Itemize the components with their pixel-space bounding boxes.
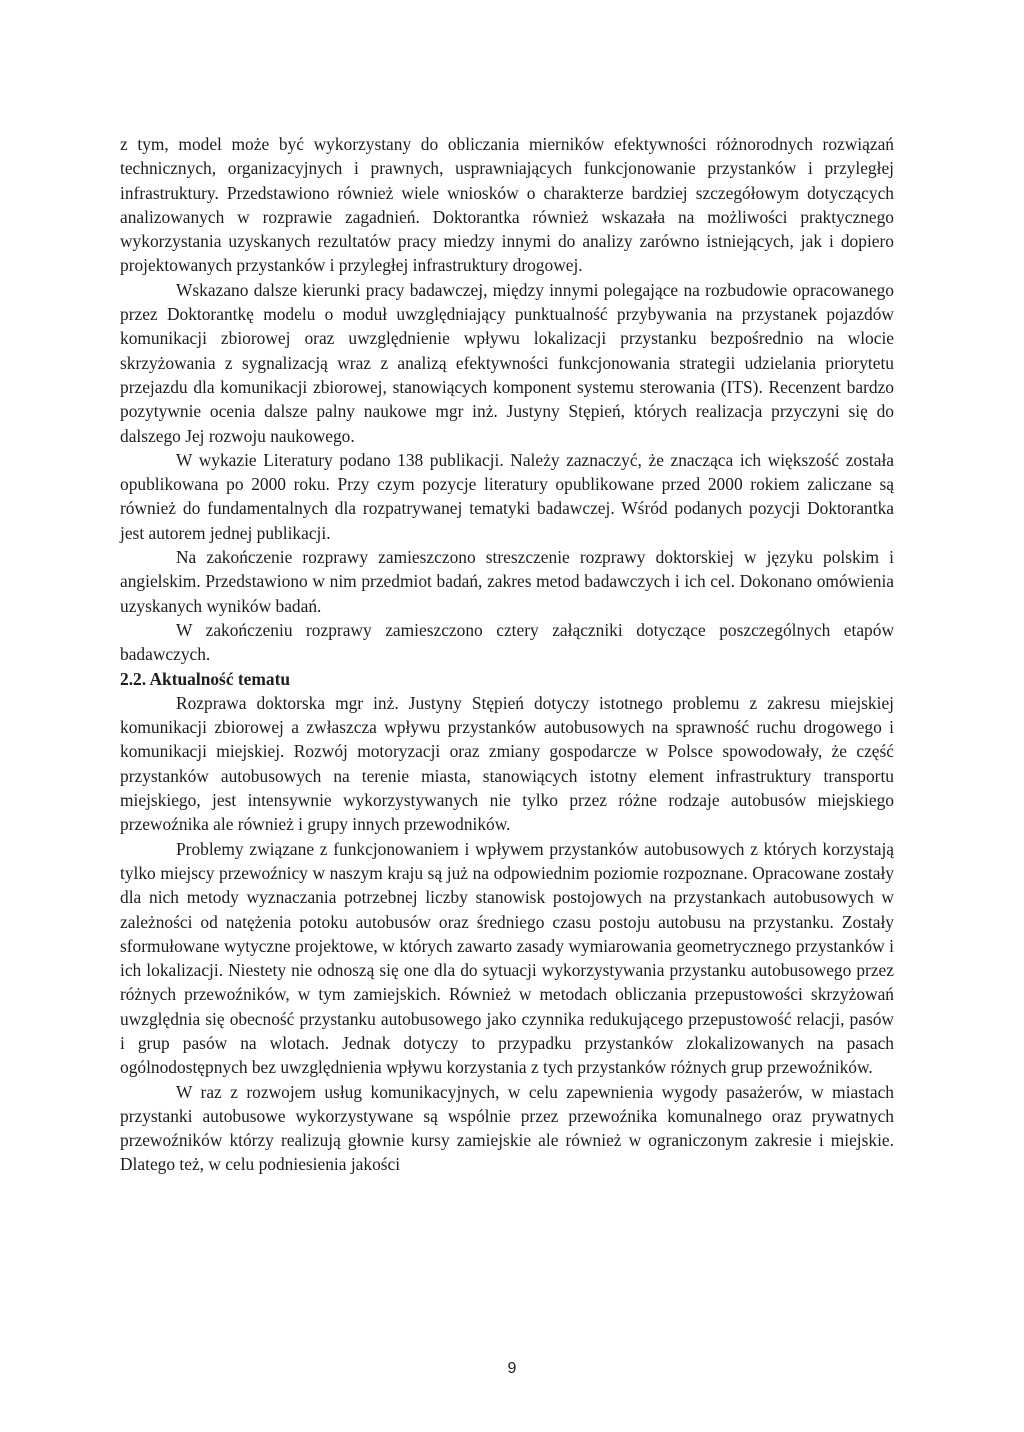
section-heading: 2.2. Aktualność tematu (120, 668, 291, 689)
paragraph-literature: W wykazie Literatury podano 138 publikacji. Należy zaznaczyć, że znacząca ich większość została opublikowana po 2000 roku. Przy czym pozycje literatury opublikowane przed 2000 rokiem zaliczane są również do fundamentalnych dla rozpatrywanej tematyki badawczej. Wśród podanych pozycji Doktorantka jest autorem jednej publikacji. (120, 449, 894, 543)
page-number: 9 (507, 1360, 517, 1377)
paragraph-topic-relevance: Rozprawa doktorska mgr inż. Justyny Stępień dotyczy istotnego problemu z zakresu miejskiej komunikacji zbiorowej a zwłaszcza wpływu przystanków autobusowych na sprawność ruchu drogowego i komunikacji miejskiej. Rozwój motoryzacji oraz zmiany gospodarcze w Polsce spowodowały, że część przystanków autobusowych na terenie miasta, stanowiących istotny element infrastruktury transportu miejskiego, jest intensywnie wykorzystywanych nie tylko przez różne rodzaje autobusów miejskiego przewoźnika ale również i grupy innych przewodników. (120, 692, 894, 835)
paragraph-appendices: W zakończeniu rozprawy zamieszczono cztery załączniki dotyczące poszczególnych etapów badawczych. (120, 619, 894, 665)
paragraph-problems: Problemy związane z funkcjonowaniem i wpływem przystanków autobusowych z których korzystają tylko miejscy przewoźnicy w naszym kraju są już na odpowiednim poziomie rozpoznane. Opracowane zostały dla nich metody wyznaczania potrzebnej liczby stanowisk postojowych na przystankach autobusowych w zależności od natężenia potoku autobusów oraz średniego czasu postoju autobusu na przystanku. Zostały sformułowane wytyczne projektowe, w których zawarto zasady wymiarowania geometrycznego przystanków i ich lokalizacji. Niestety nie odnoszą się one dla do sytuacji wykorzystywania przystanku autobusowego przez różnych przewoźników, w tym zamiejskich. Również w metodach obliczania przepustowości skrzyżowań uwzględnia się obecność przystanku autobusowego jako czynnika redukującego przepustowość relacji, pasów i grup pasów na wlotach. Jednak dotyczy to przypadku przystanków zlokalizowanych na pasach ogólnodostępnych bez uwzględnienia wpływu korzystania z tych przystanków różnych grup przewoźników. (120, 838, 894, 1078)
document-body (120, 132, 894, 1177)
paragraph-abstract: Na zakończenie rozprawy zamieszczono streszczenie rozprawy doktorskiej w języku polskim i angielskim. Przedstawiono w nim przedmiot badań, zakres metod badawczych i ich cel. Dokonano omówienia uzyskanych wyników badań. (120, 547, 894, 616)
paragraph-research-directions: Wskazano dalsze kierunki pracy badawczej, między innymi polegające na rozbudowie opracowanego przez Doktorantkę modelu o moduł uwzględniający punktualność przybywania na przystanek pojazdów komunikacji zbiorowej oraz uwzględnienie wpływu lokalizacji przystanku bezpośrednio na wlocie skrzyżowania z sygnalizacją wraz z analizą efektywności funkcjonowania strategii udzielania priorytetu przejazdu dla komunikacji zbiorowej, stanowiących komponent systemu sterowania (ITS). Recenzent bardzo pozytywnie ocenia dalsze palny naukowe mgr inż. Justyny Stępień, których realizacja przyczyni się do dalszego Jej rozwoju naukowego. (120, 279, 894, 446)
paragraph-development: W raz z rozwojem usług komunikacyjnych, w celu zapewnienia wygody pasażerów, w miastach przystanki autobusowe wykorzystywane są wspólnie przez przewoźnika komunalnego oraz prywatnych przewoźników którzy realizują głownie kursy zamiejskie ale również w ograniczonym zakresie i miejskie. Dlatego też, w celu podniesienia jakości (120, 1081, 894, 1175)
paragraph-continuation: z tym, model może być wykorzystany do obliczania mierników efektywności różnorodnych rozwiązań technicznych, organizacyjnych i prawnych, usprawniających funkcjonowanie przystanków i przyległej infrastruktury. Przedstawiono również wiele wniosków o charakterze bardziej szczegółowym dotyczących analizowanych w rozprawie zagadnień. Doktorantka również wskazała na możliwości praktycznego wykorzystania uzyskanych rezultatów pracy miedzy innymi do analizy zarówno istniejących, jak i dopiero projektowanych przystanków i przyległej infrastruktury drogowej. (120, 134, 894, 276)
